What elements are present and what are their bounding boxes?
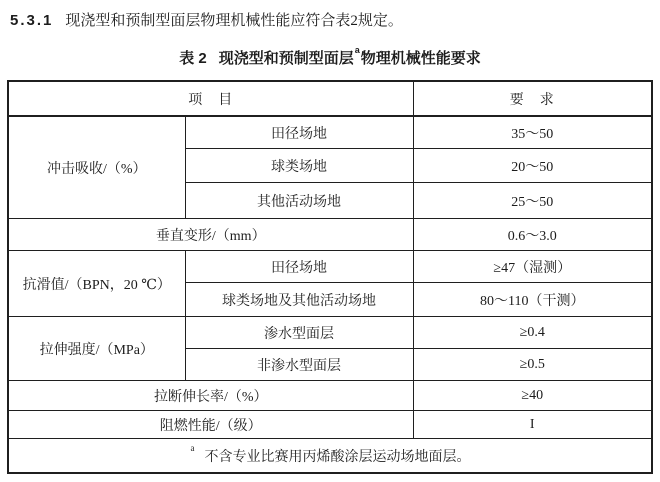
requirement-cell: 25～50 — [413, 183, 652, 219]
requirement-cell: 80～110（干测） — [413, 283, 652, 317]
clause-heading — [10, 12, 660, 30]
item-label-vertical-deformation: 垂直变形/（mm） — [8, 219, 413, 251]
requirement-cell: ≥0.5 — [413, 349, 652, 381]
requirement-cell: ≥47（湿测） — [413, 251, 652, 283]
table-row-tensile-permeable — [8, 317, 652, 349]
table-title-superscript-a: a — [354, 44, 360, 55]
table-row-vertical-deformation — [8, 219, 652, 251]
table-row-slip-athletics — [8, 251, 652, 283]
table-header-row — [8, 81, 652, 116]
footnote-text: 不含专业比赛用丙烯酸涂层运动场地面层。 — [204, 449, 471, 465]
clause-number: 5.3.1 — [10, 12, 54, 29]
sub-item-cell: 渗水型面层 — [185, 317, 413, 349]
table-row-flame-retardancy — [8, 411, 652, 439]
footnote — [8, 439, 652, 474]
sub-item-cell: 田径场地 — [185, 116, 413, 149]
table-row-impact-athletics — [8, 116, 652, 149]
item-label-elongation: 拉断伸长率/（%） — [8, 381, 413, 411]
requirement-cell: ≥0.4 — [413, 317, 652, 349]
requirement-cell: 35～50 — [413, 116, 652, 149]
requirement-cell: 20～50 — [413, 149, 652, 183]
requirement-cell: 0.6～3.0 — [413, 219, 652, 251]
table-number-label: 表 2 — [179, 50, 207, 67]
sub-item-cell: 球类场地及其他活动场地 — [185, 283, 413, 317]
table-footnote-row — [8, 439, 652, 474]
column-header-item: 项 目 — [8, 81, 413, 116]
sub-item-cell: 田径场地 — [185, 251, 413, 283]
group-label-impact-absorption: 冲击吸收/（%） — [8, 116, 185, 219]
requirements-table — [7, 80, 653, 474]
column-header-requirement: 要 求 — [413, 81, 652, 116]
table-row-elongation — [8, 381, 652, 411]
item-label-flame-retardancy: 阻燃性能/（级） — [8, 411, 413, 439]
table-title-text-after: 物理机械性能要求 — [360, 50, 481, 67]
group-label-tensile-strength: 拉伸强度/（MPa） — [8, 317, 185, 381]
group-label-slip-resistance: 抗滑值/（BPN，20 ℃） — [8, 251, 185, 317]
sub-item-cell: 球类场地 — [185, 149, 413, 183]
requirement-cell: ≥40 — [413, 381, 652, 411]
table-title — [0, 45, 660, 68]
footnote-superscript-a: a — [190, 442, 195, 453]
clause-text: 现浇型和预制型面层物理机械性能应符合表2规定。 — [65, 13, 403, 29]
sub-item-cell: 非渗水型面层 — [185, 349, 413, 381]
document-page — [0, 12, 660, 474]
sub-item-cell: 其他活动场地 — [185, 183, 413, 219]
requirement-cell: I — [413, 411, 652, 439]
table-title-text-before: 现浇型和预制型面层 — [218, 50, 354, 67]
